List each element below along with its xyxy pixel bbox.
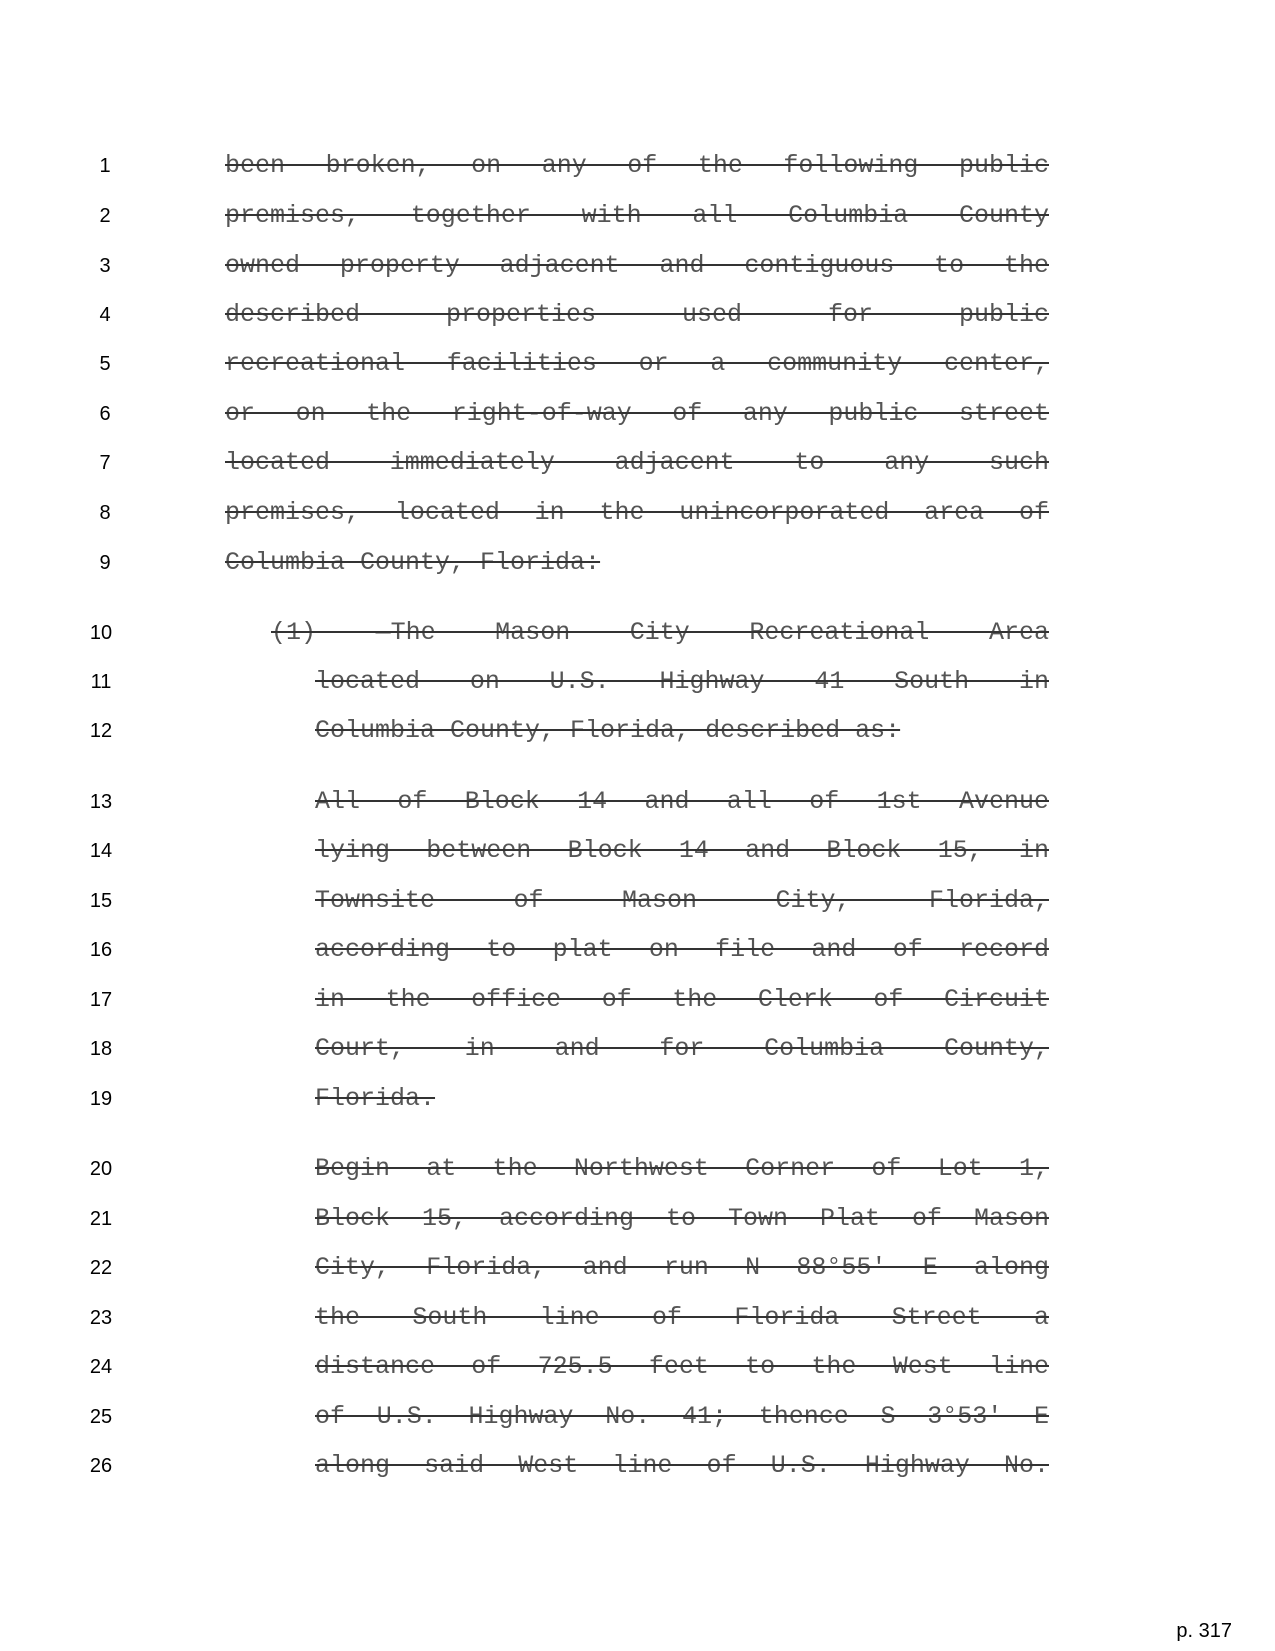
text-line-1: been broken, on any of the following public (225, 151, 1049, 180)
text-line-4: described properties used for public (225, 300, 1049, 329)
text-line-16: according to plat on file and of record (315, 935, 1049, 964)
page-number: p. 317 (1176, 1620, 1232, 1642)
text-line-13: All of Block 14 and all of 1st Avenue (315, 787, 1049, 816)
line-number-25: 25 (89, 1406, 113, 1428)
line-number-14: 14 (89, 840, 113, 862)
line-number-23: 23 (89, 1307, 113, 1329)
text-line-9: Columbia County, Florida: (225, 548, 601, 577)
line-number-6: 6 (99, 403, 111, 425)
line-number-26: 26 (89, 1455, 113, 1477)
text-line-15: Townsite of Mason City, Florida, (315, 886, 1049, 915)
text-line-25: of U.S. Highway No. 41; thence S 3°53′ E (315, 1402, 1049, 1431)
text-line-2: premises, together with all Columbia County (225, 201, 1049, 230)
text-line-22: City, Florida, and run N 88°55′ E along (315, 1253, 1049, 1282)
text-line-7: located immediately adjacent to any such (225, 448, 1049, 477)
line-number-19: 19 (89, 1088, 113, 1110)
line-number-1: 1 (99, 155, 111, 177)
line-number-8: 8 (99, 502, 111, 524)
text-line-19: Florida. (315, 1084, 436, 1113)
line-number-4: 4 (99, 304, 111, 326)
line-number-15: 15 (89, 890, 113, 912)
text-line-11: located on U.S. Highway 41 South in (315, 667, 1049, 696)
text-line-21: Block 15, according to Town Plat of Mason (315, 1204, 1049, 1233)
line-number-12: 12 (89, 720, 113, 742)
line-number-16: 16 (89, 939, 113, 961)
text-line-17: in the office of the Clerk of Circuit (315, 985, 1049, 1014)
text-line-3: owned property adjacent and contiguous to the (225, 251, 1049, 280)
line-number-20: 20 (89, 1158, 113, 1180)
line-number-9: 9 (99, 552, 111, 574)
text-line-10: (1) —The Mason City Recreational Area (271, 618, 1049, 647)
line-number-7: 7 (99, 452, 111, 474)
line-number-11: 11 (90, 671, 112, 693)
text-line-12: Columbia County, Florida, described as: (315, 716, 901, 745)
text-line-14: lying between Block 14 and Block 15, in (315, 836, 1049, 865)
text-line-8: premises, located in the unincorporated area of (225, 498, 1049, 527)
line-number-10: 10 (89, 622, 113, 644)
line-number-13: 13 (89, 791, 113, 813)
text-line-26: along said West line of U.S. Highway No. (315, 1451, 1049, 1480)
text-line-6: or on the right-of-way of any public street (225, 399, 1049, 428)
line-number-18: 18 (89, 1038, 113, 1060)
text-line-23: the South line of Florida Street a (315, 1303, 1049, 1332)
text-line-20: Begin at the Northwest Corner of Lot 1, (315, 1154, 1049, 1183)
text-line-18: Court, in and for Columbia County, (315, 1034, 1049, 1063)
line-number-2: 2 (99, 205, 111, 227)
line-number-17: 17 (89, 989, 113, 1011)
line-number-21: 21 (89, 1208, 113, 1230)
line-number-5: 5 (99, 353, 111, 375)
text-line-5: recreational facilities or a community center, (225, 349, 1049, 378)
text-line-24: distance of 725.5 feet to the West line (315, 1352, 1049, 1381)
line-number-22: 22 (89, 1257, 113, 1279)
line-number-3: 3 (99, 255, 111, 277)
line-number-24: 24 (89, 1356, 113, 1378)
